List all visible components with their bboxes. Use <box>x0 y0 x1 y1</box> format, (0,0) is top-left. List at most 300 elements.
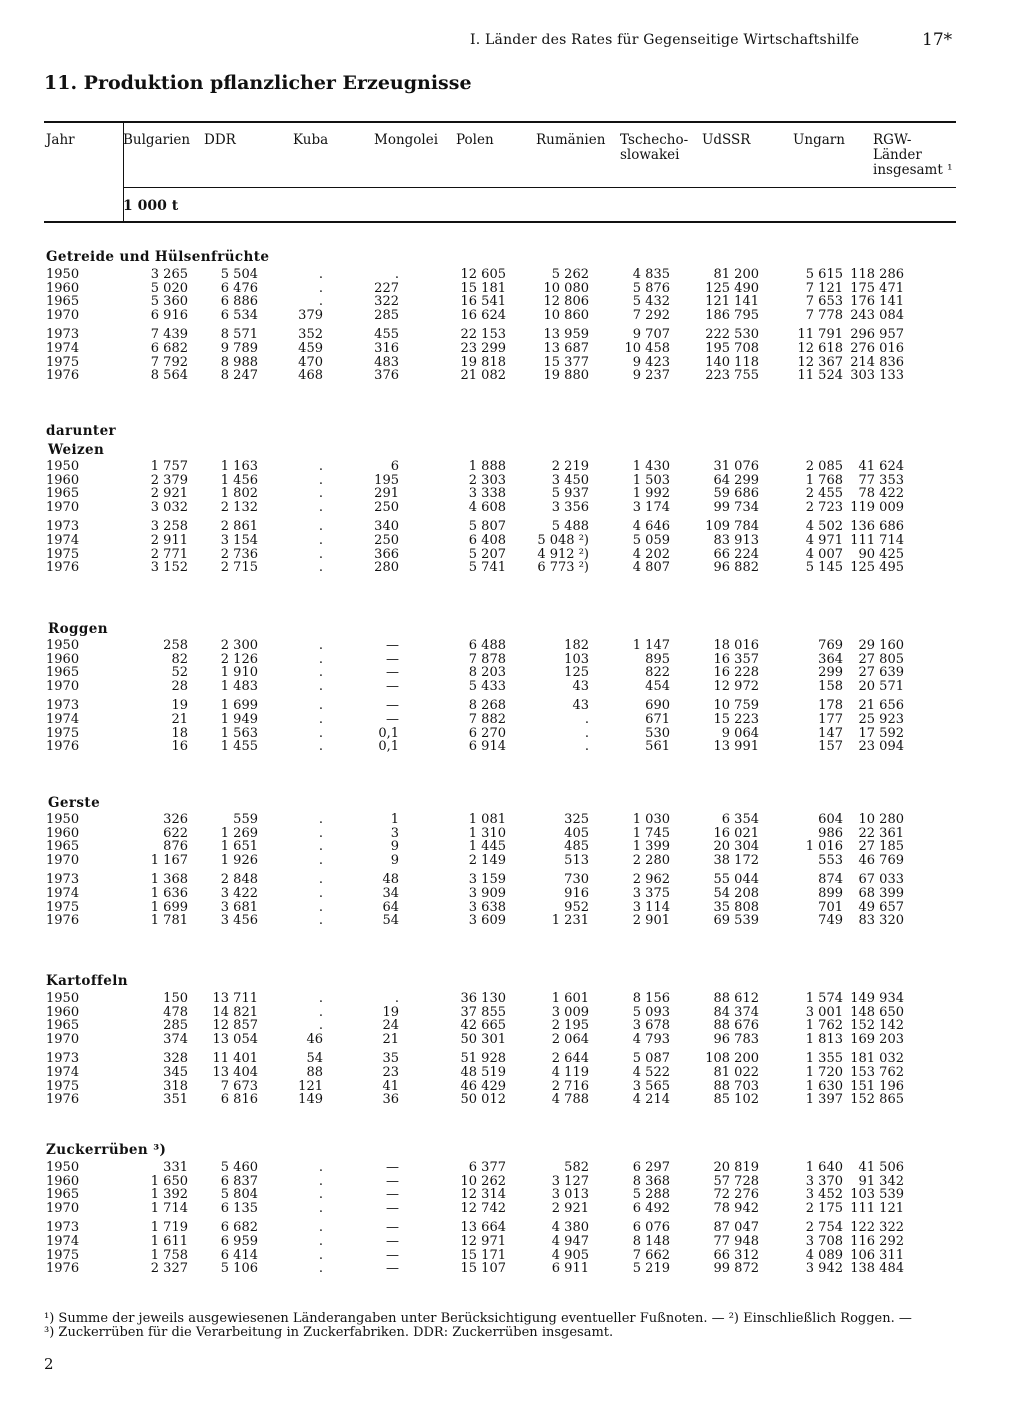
table-row <box>44 369 956 383</box>
value-cell: 5 020 <box>150 280 188 296</box>
value-cell: 4 214 <box>632 1092 670 1108</box>
table-row <box>44 992 956 1006</box>
value-cell: 986 <box>818 825 843 841</box>
value-cell: 8 564 <box>150 368 188 384</box>
value-cell: 376 <box>374 368 399 384</box>
value-cell: 1 399 <box>632 839 670 855</box>
value-cell: 553 <box>818 852 843 868</box>
value-cell: 27 639 <box>858 665 904 681</box>
value-cell: 4 007 <box>805 546 843 562</box>
value-cell: 3 422 <box>220 885 258 901</box>
value-cell: 111 121 <box>850 1200 904 1216</box>
value-cell: 35 808 <box>713 899 759 915</box>
value-cell: 3 032 <box>150 499 188 515</box>
value-cell: — <box>386 1233 399 1249</box>
value-cell: 4 947 <box>551 1233 589 1249</box>
value-cell: 895 <box>645 651 670 667</box>
value-cell: 1 016 <box>805 839 843 855</box>
value-cell: . <box>318 1187 323 1203</box>
value-cell: . <box>584 725 589 741</box>
year-cell: 1973 <box>46 1051 80 1067</box>
value-cell: 2 715 <box>220 560 258 576</box>
value-cell: 2 280 <box>632 852 670 868</box>
value-cell: 125 490 <box>705 280 759 296</box>
col-head-polen: Polen <box>456 132 494 148</box>
value-cell: 6 911 <box>551 1261 589 1277</box>
table-row <box>44 1006 956 1020</box>
table-row <box>44 474 956 488</box>
table-row <box>44 740 956 754</box>
value-cell: 15 223 <box>713 711 759 727</box>
value-cell: 13 687 <box>543 340 589 356</box>
value-cell: 18 016 <box>713 638 759 653</box>
value-cell: 1 762 <box>805 1018 843 1034</box>
year-cell: 1975 <box>46 1078 80 1094</box>
col-head-udssr: UdSSR <box>702 132 751 148</box>
value-cell: 4 971 <box>805 532 843 548</box>
year-cell: 1974 <box>46 885 80 901</box>
footer-page-number: 2 <box>44 1355 54 1373</box>
value-cell: 12 971 <box>460 1233 506 1249</box>
table-row <box>44 356 956 370</box>
value-cell: 582 <box>564 1160 589 1175</box>
row-group <box>44 813 956 867</box>
value-cell: 14 821 <box>212 1004 258 1020</box>
value-cell: 4 380 <box>551 1220 589 1236</box>
value-cell: 280 <box>374 560 399 576</box>
value-cell: 72 276 <box>713 1187 759 1203</box>
value-cell: 41 506 <box>858 1160 904 1175</box>
value-cell: 83 913 <box>713 532 759 548</box>
value-cell: 5 048 ²) <box>537 532 589 548</box>
value-cell: . <box>318 812 323 827</box>
value-cell: 54 208 <box>713 885 759 901</box>
value-cell: . <box>318 665 323 681</box>
value-cell: 28 <box>171 678 188 694</box>
value-cell: 1 368 <box>150 872 188 888</box>
value-cell: 468 <box>298 368 323 384</box>
value-cell: . <box>318 698 323 714</box>
value-cell: 27 185 <box>858 839 904 855</box>
value-cell: 5 059 <box>632 532 670 548</box>
table-row <box>44 1066 956 1080</box>
value-cell: 20 304 <box>713 839 759 855</box>
year-cell: 1974 <box>46 711 80 727</box>
table-row <box>44 840 956 854</box>
value-cell: 108 200 <box>705 1051 759 1067</box>
value-cell: 149 934 <box>850 991 904 1006</box>
value-cell: 17 592 <box>858 725 904 741</box>
value-cell: 299 <box>818 665 843 681</box>
value-cell: 296 957 <box>850 327 904 343</box>
table-row <box>44 639 956 653</box>
value-cell: 0,1 <box>378 739 399 755</box>
value-cell: 1 888 <box>468 459 506 474</box>
value-cell: 16 541 <box>460 294 506 310</box>
value-cell: 103 539 <box>850 1187 904 1203</box>
value-cell: . <box>318 852 323 868</box>
value-cell: 952 <box>564 899 589 915</box>
row-group <box>44 1052 956 1106</box>
year-cell: 1960 <box>46 472 80 488</box>
value-cell: 195 708 <box>705 340 759 356</box>
value-cell: 405 <box>564 825 589 841</box>
value-cell: 158 <box>818 678 843 694</box>
value-cell: . <box>318 1200 323 1216</box>
value-cell: 1 757 <box>150 459 188 474</box>
value-cell: 148 650 <box>850 1004 904 1020</box>
value-cell: 10 458 <box>624 340 670 356</box>
value-cell: 2 175 <box>805 1200 843 1216</box>
value-cell: 23 299 <box>460 340 506 356</box>
value-cell: . <box>318 651 323 667</box>
value-cell: . <box>318 294 323 310</box>
value-cell: 3 114 <box>632 899 670 915</box>
value-cell: 366 <box>374 546 399 562</box>
value-cell: 153 762 <box>850 1064 904 1080</box>
table-row <box>44 1188 956 1202</box>
value-cell: 57 728 <box>713 1173 759 1189</box>
footnote-2: ³) Zuckerrüben für die Verarbeitung in Zuckerfabriken. DDR: Zuckerrüben insgesamt. <box>44 1325 614 1340</box>
year-cell: 1965 <box>46 1187 80 1203</box>
value-cell: 916 <box>564 885 589 901</box>
value-cell: . <box>318 825 323 841</box>
value-cell: . <box>584 739 589 755</box>
value-cell: 1 167 <box>150 852 188 868</box>
value-cell: 6 492 <box>632 1200 670 1216</box>
year-cell: 1960 <box>46 1173 80 1189</box>
value-cell: 85 102 <box>713 1092 759 1108</box>
value-cell: 1 355 <box>805 1051 843 1067</box>
value-cell: 11 401 <box>212 1051 258 1067</box>
value-cell: 36 <box>382 1092 399 1108</box>
year-cell: 1960 <box>46 280 80 296</box>
table-row <box>44 328 956 342</box>
value-cell: 152 142 <box>850 1018 904 1034</box>
col-head-ungarn: Ungarn <box>793 132 845 148</box>
table-row <box>44 487 956 501</box>
value-cell: 4 608 <box>468 499 506 515</box>
value-cell: 6 773 ²) <box>537 560 589 576</box>
table-title: 11. Produktion pflanzlicher Erzeugnisse <box>44 72 472 94</box>
value-cell: 1 636 <box>150 885 188 901</box>
value-cell: 10 860 <box>543 307 589 323</box>
value-cell: 3 708 <box>805 1233 843 1249</box>
value-cell: 1 574 <box>805 991 843 1006</box>
value-cell: . <box>318 872 323 888</box>
value-cell: 22 361 <box>858 825 904 841</box>
value-cell: 1 719 <box>150 1220 188 1236</box>
footnote-1: ¹) Summe der jeweils ausgewiesenen Länderangaben unter Berücksichtigung eventueller Fußnoten. — ²) Einschließlich Roggen. — <box>44 1311 912 1326</box>
year-cell: 1973 <box>46 1220 80 1236</box>
value-cell: 6 959 <box>220 1233 258 1249</box>
value-cell: 6 476 <box>220 280 258 296</box>
value-cell: 1 611 <box>150 1233 188 1249</box>
value-cell: 6 297 <box>632 1160 670 1175</box>
value-cell: 49 657 <box>858 899 904 915</box>
value-cell: . <box>318 638 323 653</box>
value-cell: 3 338 <box>468 486 506 502</box>
table-row <box>44 1052 956 1066</box>
year-cell: 1974 <box>46 340 80 356</box>
value-cell: 9 789 <box>220 340 258 356</box>
value-cell: 10 280 <box>858 812 904 827</box>
value-cell: 3 356 <box>551 499 589 515</box>
value-cell: — <box>386 638 399 653</box>
value-cell: 7 653 <box>805 294 843 310</box>
value-cell: 119 009 <box>850 499 904 515</box>
value-cell: 2 132 <box>220 499 258 515</box>
value-cell: 3 127 <box>551 1173 589 1189</box>
value-cell: 99 734 <box>713 499 759 515</box>
value-cell: . <box>318 560 323 576</box>
year-cell: 1975 <box>46 725 80 741</box>
section-label: darunter <box>46 423 117 439</box>
value-cell: 9 <box>390 839 399 855</box>
value-cell: 7 662 <box>632 1247 670 1263</box>
year-cell: 1950 <box>46 638 80 653</box>
value-cell: 3 174 <box>632 499 670 515</box>
value-cell: 1 392 <box>150 1187 188 1203</box>
value-cell: 88 703 <box>713 1078 759 1094</box>
year-cell: 1960 <box>46 825 80 841</box>
value-cell: 111 714 <box>850 532 904 548</box>
value-cell: 15 377 <box>543 354 589 370</box>
value-cell: 69 539 <box>713 913 759 929</box>
value-cell: 1 601 <box>551 991 589 1006</box>
value-cell: 177 <box>818 711 843 727</box>
value-cell: 2 848 <box>220 872 258 888</box>
subsection-label: Weizen <box>48 442 105 458</box>
value-cell: 169 203 <box>850 1031 904 1047</box>
table-row <box>44 680 956 694</box>
value-cell: 6 076 <box>632 1220 670 1236</box>
value-cell: 5 106 <box>220 1261 258 1277</box>
value-cell: 1 768 <box>805 472 843 488</box>
value-cell: 64 <box>382 899 399 915</box>
value-cell: 2 644 <box>551 1051 589 1067</box>
value-cell: . <box>318 280 323 296</box>
value-cell: . <box>318 678 323 694</box>
value-cell: 9 064 <box>721 725 759 741</box>
value-cell: 5 876 <box>632 280 670 296</box>
table-row <box>44 1202 956 1216</box>
value-cell: 99 872 <box>713 1261 759 1277</box>
value-cell: 24 <box>382 1018 399 1034</box>
value-cell: 3 565 <box>632 1078 670 1094</box>
value-cell: 9 <box>390 852 399 868</box>
value-cell: 1 430 <box>632 459 670 474</box>
value-cell: 352 <box>298 327 323 343</box>
value-cell: 66 312 <box>713 1247 759 1263</box>
col-head-bulgarien: Bulgarien <box>123 132 191 148</box>
value-cell: 41 <box>382 1078 399 1094</box>
value-cell: 1 147 <box>632 638 670 653</box>
table-row <box>44 1161 956 1175</box>
value-cell: 13 959 <box>543 327 589 343</box>
value-cell: 3 678 <box>632 1018 670 1034</box>
value-cell: 15 181 <box>460 280 506 296</box>
value-cell: 2 921 <box>551 1200 589 1216</box>
value-cell: . <box>318 472 323 488</box>
col-head-kuba: Kuba <box>293 132 329 148</box>
value-cell: 3 <box>390 825 399 841</box>
value-cell: 345 <box>163 1064 188 1080</box>
value-cell: 2 962 <box>632 872 670 888</box>
value-cell: 7 878 <box>468 651 506 667</box>
value-cell: . <box>318 1220 323 1236</box>
year-cell: 1970 <box>46 678 80 694</box>
value-cell: . <box>318 1233 323 1249</box>
table-row <box>44 520 956 534</box>
value-cell: 876 <box>163 839 188 855</box>
value-cell: — <box>386 1247 399 1263</box>
year-cell: 1976 <box>46 913 80 929</box>
value-cell: 8 368 <box>632 1173 670 1189</box>
value-cell: 83 320 <box>858 913 904 929</box>
value-cell: 2 300 <box>220 638 258 653</box>
row-group <box>44 992 956 1046</box>
value-cell: 16 <box>171 739 188 755</box>
value-cell: 470 <box>298 354 323 370</box>
value-cell: 5 262 <box>551 267 589 282</box>
value-cell: 250 <box>374 532 399 548</box>
value-cell: . <box>318 486 323 502</box>
value-cell: 54 <box>382 913 399 929</box>
value-cell: 3 159 <box>468 872 506 888</box>
value-cell: . <box>318 725 323 741</box>
value-cell: 1 397 <box>805 1092 843 1108</box>
table-row <box>44 1019 956 1033</box>
value-cell: 9 423 <box>632 354 670 370</box>
value-cell: 4 646 <box>632 519 670 535</box>
value-cell: 125 495 <box>850 560 904 576</box>
value-cell: 22 153 <box>460 327 506 343</box>
value-cell: 68 399 <box>858 885 904 901</box>
value-cell: 6 408 <box>468 532 506 548</box>
table-row <box>44 854 956 868</box>
value-cell: . <box>318 1247 323 1263</box>
value-cell: 9 237 <box>632 368 670 384</box>
value-cell: 8 268 <box>468 698 506 714</box>
value-cell: 178 <box>818 698 843 714</box>
value-cell: 1 714 <box>150 1200 188 1216</box>
table-row <box>44 1221 956 1235</box>
value-cell: 59 686 <box>713 486 759 502</box>
value-cell: 1 445 <box>468 839 506 855</box>
row-group <box>44 699 956 753</box>
value-cell: 340 <box>374 519 399 535</box>
value-cell: 16 357 <box>713 651 759 667</box>
value-cell: 3 370 <box>805 1173 843 1189</box>
table-row <box>44 813 956 827</box>
table-row <box>44 914 956 928</box>
value-cell: 7 792 <box>150 354 188 370</box>
value-cell: 8 247 <box>220 368 258 384</box>
table-row <box>44 666 956 680</box>
value-cell: 88 612 <box>713 991 759 1006</box>
value-cell: 3 001 <box>805 1004 843 1020</box>
value-cell: 2 219 <box>551 459 589 474</box>
value-cell: 87 047 <box>713 1220 759 1236</box>
table-row <box>44 1175 956 1189</box>
value-cell: 46 429 <box>460 1078 506 1094</box>
value-cell: 64 299 <box>713 472 759 488</box>
year-cell: 1950 <box>46 812 80 827</box>
value-cell: . <box>318 739 323 755</box>
value-cell: 3 152 <box>150 560 188 576</box>
value-cell: 5 433 <box>468 678 506 694</box>
value-cell: 27 805 <box>858 651 904 667</box>
value-cell: 1 802 <box>220 486 258 502</box>
value-cell: 5 432 <box>632 294 670 310</box>
value-cell: — <box>386 1261 399 1277</box>
col-head-rumaenien: Rumänien <box>536 132 606 148</box>
value-cell: 43 <box>572 678 589 694</box>
year-cell: 1950 <box>46 991 80 1006</box>
value-cell: 559 <box>233 812 258 827</box>
value-cell: 6 534 <box>220 307 258 323</box>
value-cell: 54 <box>306 1051 323 1067</box>
value-cell: 13 664 <box>460 1220 506 1236</box>
value-cell: 78 422 <box>858 486 904 502</box>
row-group <box>44 328 956 382</box>
col-head-rgw-line1: RGW- <box>873 132 912 148</box>
value-cell: 604 <box>818 812 843 827</box>
value-cell: 303 133 <box>850 368 904 384</box>
table-row <box>44 1235 956 1249</box>
value-cell: 459 <box>298 340 323 356</box>
running-head: I. Länder des Rates für Gegenseitige Wirtschaftshilfe <box>470 32 860 48</box>
value-cell: 50 012 <box>460 1092 506 1108</box>
value-cell: 749 <box>818 913 843 929</box>
value-cell: 16 624 <box>460 307 506 323</box>
unit-label: 1 000 t <box>123 198 179 214</box>
value-cell: 326 <box>163 812 188 827</box>
value-cell: 483 <box>374 354 399 370</box>
value-cell: 103 <box>564 651 589 667</box>
value-cell: 21 656 <box>858 698 904 714</box>
value-cell: 12 742 <box>460 1200 506 1216</box>
year-cell: 1950 <box>46 267 80 282</box>
value-cell: 3 456 <box>220 913 258 929</box>
value-cell: . <box>318 1160 323 1175</box>
col-head-rgw-line3: insgesamt ¹ <box>873 162 953 178</box>
value-cell: 12 605 <box>460 267 506 282</box>
value-cell: 15 107 <box>460 1261 506 1277</box>
value-cell: 285 <box>374 307 399 323</box>
value-cell: 1 813 <box>805 1031 843 1047</box>
value-cell: 10 759 <box>713 698 759 714</box>
col-head-rgw <box>873 133 952 178</box>
year-cell: 1973 <box>46 872 80 888</box>
value-cell: 5 804 <box>220 1187 258 1203</box>
year-cell: 1976 <box>46 560 80 576</box>
value-cell: 1 503 <box>632 472 670 488</box>
value-cell: 18 <box>171 725 188 741</box>
year-cell: 1970 <box>46 499 80 515</box>
value-cell: 5 087 <box>632 1051 670 1067</box>
value-cell: 325 <box>564 812 589 827</box>
year-cell: 1976 <box>46 739 80 755</box>
value-cell: 138 484 <box>850 1261 904 1277</box>
value-cell: 88 <box>306 1064 323 1080</box>
table-row <box>44 561 956 575</box>
value-cell: 1 992 <box>632 486 670 502</box>
year-cell: 1973 <box>46 698 80 714</box>
value-cell: 2 126 <box>220 651 258 667</box>
value-cell: 6 414 <box>220 1247 258 1263</box>
